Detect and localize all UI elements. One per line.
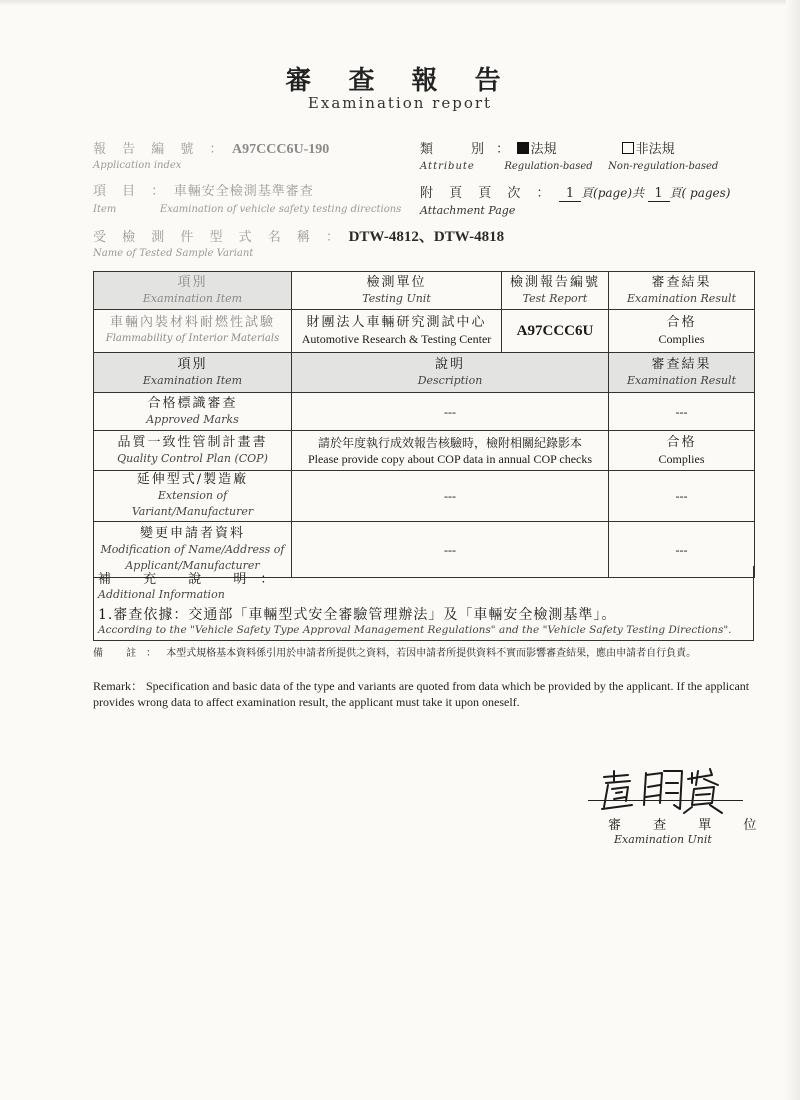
- row-result-cell: [609, 393, 755, 431]
- item-label: 項 目 ：: [93, 184, 171, 199]
- regulation-checkbox[interactable]: [517, 142, 529, 154]
- row-result-zh: 合格: [666, 315, 697, 330]
- sample-value: DTW-4812、DTW-4818: [348, 229, 505, 245]
- row-item-zh: 品質一致性管制計畫書: [117, 434, 268, 450]
- header-cell-unit: [292, 272, 502, 310]
- row-unit-cell: [292, 310, 502, 353]
- attachment-label-en: Attachment Page: [420, 204, 516, 217]
- row-unit-en: Automotive Research & Testing Center: [301, 332, 492, 346]
- non-regulation-label: 非法規: [635, 142, 675, 157]
- remark-text: 本型式規格基本資料係引用於申請者所提供之資料，若因申請者所提供資料不實而影響審查結果，應由申請者自行負責。: [166, 648, 697, 659]
- row-item-zh: 變更申請者資料: [139, 525, 245, 541]
- basis-text: 1.審查依據：交通部「車輛型式安全審驗管理辦法」及「車輛安全檢測基準」。: [98, 607, 617, 623]
- table-row: [94, 393, 755, 431]
- row-desc: ---: [444, 489, 456, 503]
- header2-cell-item: [94, 353, 292, 393]
- attachment-row: [420, 182, 730, 202]
- application-label-en: Application index: [93, 160, 182, 171]
- attribute-row-en: [420, 159, 718, 172]
- row-result: ---: [675, 404, 688, 419]
- attachment-label: 附 頁 頁 次 ：: [420, 186, 556, 201]
- remark-label-en: Remark：: [93, 679, 143, 693]
- row-item-en: Extension of Variant/Manufacturer: [131, 489, 254, 518]
- header-unit-zh: 檢測單位: [366, 274, 427, 290]
- header-item-en: Examination Item: [142, 291, 243, 305]
- header-report-zh: 檢測報告編號: [509, 274, 600, 290]
- header2-cell-desc: [292, 353, 609, 393]
- application-index: [93, 138, 329, 158]
- row-item-cell: [94, 310, 292, 353]
- regulation-label-en: Regulation-based: [504, 161, 593, 172]
- sample-label-en: Name of Tested Sample Variant: [93, 248, 254, 259]
- non-regulation-checkbox[interactable]: [622, 142, 634, 154]
- additional-label: 補 充 說 明：: [98, 572, 288, 587]
- attachment-total-unit: 頁( pages): [669, 186, 731, 200]
- sample-row-en: [93, 246, 253, 259]
- examination-unit-label-en: Examination Unit: [614, 833, 712, 846]
- application-index-en-row: [93, 158, 181, 171]
- header2-result-zh: 審查結果: [651, 356, 712, 372]
- row-item-cell: [94, 431, 292, 471]
- attachment-page-value: 1: [559, 186, 581, 202]
- report-number: A97CCC6U: [516, 323, 594, 339]
- additional-information-box: [93, 566, 754, 641]
- row-desc-en: Please provide copy about COP data in annual COP checks: [307, 451, 593, 466]
- document-title: 審 查 報 告: [285, 66, 515, 96]
- row-result: ---: [675, 542, 688, 557]
- non-regulation-label-en: Non-regulation-based: [608, 161, 719, 172]
- row-result-cell: [609, 310, 755, 353]
- row-item-zh: 合格標識審查: [147, 395, 238, 411]
- header2-cell-result: [609, 353, 755, 393]
- attachment-page-unit: 頁(page)共: [581, 186, 645, 200]
- attachment-total-value: 1: [648, 186, 670, 202]
- header2-item-zh: 項別: [177, 356, 208, 372]
- remark-zh: [93, 646, 753, 661]
- attachment-row-en: [420, 204, 515, 217]
- header2-result-en: Examination Result: [627, 373, 736, 387]
- examination-unit-label: 審 查 單 位: [608, 818, 771, 833]
- row-desc-cell: [292, 393, 609, 431]
- header-cell-report: [502, 272, 609, 310]
- additional-label-en: Additional Information: [98, 588, 225, 601]
- row-result-cell: [609, 471, 755, 522]
- sample-row: [93, 225, 504, 246]
- row-desc-cell: [292, 471, 609, 522]
- row-report-cell: [502, 310, 609, 353]
- header-item-zh: 項別: [177, 274, 208, 290]
- handwritten-signature: [592, 765, 742, 815]
- header2-item-en: Examination Item: [142, 373, 243, 387]
- row-result-zh: 合格: [666, 434, 697, 450]
- row-result: ---: [675, 489, 688, 503]
- item-row-en: [93, 202, 401, 215]
- table-row: [94, 310, 755, 353]
- row-result-en: Complies: [658, 451, 705, 466]
- basis-text-en: According to the "Vehicle Safety Type Approval Management Regulations" and the "Vehicle Safety Testing Directions".: [98, 624, 732, 636]
- item-value: 車輛安全檢測基準審查: [173, 184, 314, 199]
- row-desc-zh: 請於年度執行成效報告核驗時，檢附相關紀錄影本: [317, 435, 582, 450]
- table-row: [94, 471, 755, 522]
- table-header-row: [94, 272, 755, 310]
- page-edge-right: [786, 0, 800, 1100]
- item-row: [93, 180, 314, 199]
- row-item-cell: [94, 471, 292, 522]
- remark-label: 備 註：: [93, 648, 167, 659]
- row-item-cell: [94, 393, 292, 431]
- attribute-label: 類 別 ：: [420, 142, 514, 157]
- row-item-en: Approved Marks: [146, 412, 239, 426]
- row-desc: ---: [444, 404, 456, 419]
- sample-label: 受 檢 測 件 型 式 名 稱 ：: [93, 230, 346, 245]
- attribute-row: [420, 138, 675, 157]
- row-item-zh: 車輛內裝材料耐燃性試驗: [109, 315, 275, 330]
- signature-line: [588, 800, 743, 801]
- attribute-label-en: Attribute: [420, 161, 475, 172]
- application-label: 報 告 編 號 ：: [93, 142, 229, 157]
- document-subtitle: Examination report: [307, 94, 493, 112]
- header-result-zh: 審查結果: [651, 274, 712, 290]
- header-result-en: Examination Result: [627, 291, 736, 305]
- header-report-en: Test Report: [522, 291, 588, 305]
- table-header-row-2: [94, 353, 755, 393]
- table-row: [94, 431, 755, 471]
- row-desc-cell: [292, 431, 609, 471]
- item-value-en: Examination of vehicle safety testing directions: [159, 204, 402, 215]
- row-item-en: Flammability of Interior Materials: [105, 333, 280, 344]
- header2-desc-en: Description: [417, 373, 483, 387]
- row-item-en: Modification of Name/Address of Applicant/Manufacturer: [100, 542, 285, 572]
- item-label-en: Item: [93, 204, 117, 215]
- row-result-cell: [609, 431, 755, 471]
- examination-table: [93, 271, 755, 578]
- row-item-zh: 延伸型式/製造廠: [136, 472, 249, 487]
- application-value: A97CCC6U-190: [232, 142, 330, 157]
- remark-text-en: Specification and basic data of the type and variants are quoted from data which be provided by the applicant. If the applicant provides wrong data to affect examination result, the applicant must take it upon oneself.: [93, 679, 750, 709]
- header-cell-result: [609, 272, 755, 310]
- row-desc: ---: [444, 542, 456, 557]
- row-item-en: Quality Control Plan (COP): [117, 451, 268, 465]
- remark-en: [93, 678, 753, 710]
- header-cell-item: [94, 272, 292, 310]
- page-edge: [0, 0, 800, 6]
- regulation-label: 法規: [530, 142, 557, 157]
- row-result-en: Complies: [658, 332, 705, 346]
- header2-desc-zh: 說明: [434, 356, 465, 372]
- row-unit-zh: 財團法人車輛研究測試中心: [306, 315, 487, 330]
- header-unit-en: Testing Unit: [362, 291, 431, 305]
